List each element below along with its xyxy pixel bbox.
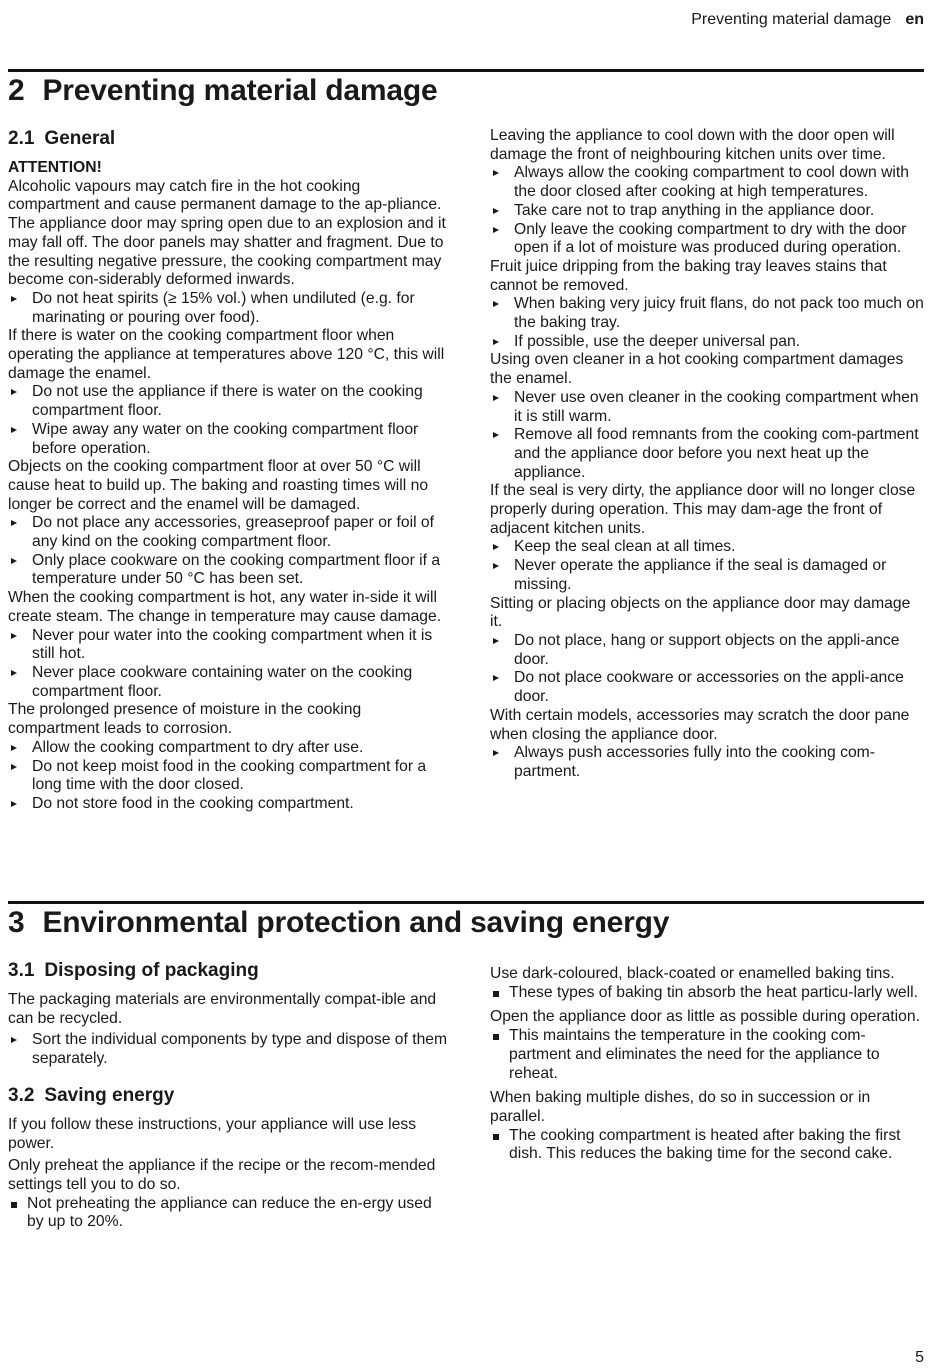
instruction-item: Only leave the cooking compartment to dry with the door open if a lot of moisture was produced during operation. [490, 221, 926, 258]
attention-label: ATTENTION! [8, 159, 102, 176]
instruction-item: Do not place cookware or accessories on the appli-ance door. [490, 669, 926, 706]
section-3-2-heading [8, 1084, 448, 1108]
instruction-item: Do not use the appliance if there is water on the cooking compartment floor. [8, 383, 448, 420]
instruction-item: Take care not to trap anything in the appliance door. [490, 202, 926, 221]
instruction-item: Do not heat spirits (≥ 15% vol.) when undiluted (e.g. for marinating or pouring over food). [8, 290, 448, 327]
instruction-item: Allow the cooking compartment to dry after use. [8, 739, 448, 758]
running-header-title: Preventing material damage [691, 11, 892, 28]
chapter-3-rule [8, 901, 924, 904]
result-item: This maintains the temperature in the cooking com-partment and eliminates the need for the appliance to reheat. [490, 1027, 926, 1083]
instruction-item: Only place cookware on the cooking compartment floor if a temperature under 50 °C has been set. [8, 552, 448, 589]
section-3-2-number: 3.2 [8, 1084, 35, 1106]
chapter-3-right-column [490, 965, 926, 1164]
chapter-3-title [8, 905, 669, 941]
instruction-item: Do not place, hang or support objects on the appli-ance door. [490, 632, 926, 669]
paragraph: If you follow these instructions, your appliance will use less power. [8, 1115, 417, 1152]
section-2-1-heading [8, 127, 448, 151]
instruction-item: Keep the seal clean at all times. [490, 538, 926, 557]
page-number: 5 [915, 1349, 924, 1366]
instruction-item: Do not keep moist food in the cooking compartment for a long time with the door closed. [8, 758, 448, 795]
paragraph: Leaving the appliance to cool down with the door open will damage the front of neighbouring kitchen units over time. [490, 127, 895, 163]
chapter-2-rule [8, 69, 924, 72]
section-3-2-title: Saving energy [44, 1084, 175, 1106]
result-item: The cooking compartment is heated after baking the first dish. This reduces the baking time for the second cake. [490, 1127, 926, 1164]
paragraph: When baking multiple dishes, do so in succession or in parallel. [490, 1089, 871, 1125]
paragraph: Objects on the cooking compartment floor at over 50 °C will cause heat to build up. The baking and roasting times will no longer be correct and the enamel will be damaged. [8, 458, 429, 513]
paragraph: Sitting or placing objects on the appliance door may damage it. [490, 594, 911, 631]
paragraph: Only preheat the appliance if the recipe or the recom-mended settings tell you to do so. [8, 1157, 436, 1193]
paragraph: With certain models, accessories may scratch the door pane when closing the appliance door. [490, 706, 910, 743]
section-3-1-heading [8, 959, 448, 983]
chapter-3-title-text: Environmental protection and saving energy [42, 906, 670, 939]
section-2-1-title: General [44, 128, 116, 149]
chapter-2-title-text: Preventing material damage [42, 74, 438, 107]
paragraph: If there is water on the cooking compartment floor when operating the appliance at temperatures above 120 °C, this will damage the enamel. [8, 327, 445, 382]
chapter-3-number: 3 [8, 906, 25, 939]
running-header [691, 10, 924, 30]
section-3-1-number: 3.1 [8, 960, 35, 981]
chapter-2-number: 2 [8, 74, 25, 107]
paragraph: When the cooking compartment is hot, any water in-side it will create steam. The change in temperature may cause damage. [8, 589, 442, 625]
instruction-item: Never use oven cleaner in the cooking compartment when it is still warm. [490, 389, 926, 426]
paragraph: If the seal is very dirty, the appliance door will no longer close properly during operation. This may dam-age the front of adjacent kitchen units. [490, 482, 916, 537]
paragraph: Open the appliance door as little as possible during operation. [490, 1008, 920, 1026]
paragraph: The packaging materials are environmentally compat-ible and can be recycled. [8, 991, 437, 1027]
instruction-item: Never operate the appliance if the seal is damaged or missing. [490, 557, 926, 594]
result-item: These types of baking tin absorb the heat particu-larly well. [490, 984, 926, 1003]
chapter-2-right-column [490, 127, 926, 782]
paragraph: Alcoholic vapours may catch fire in the hot cooking compartment and cause permanent damage to the ap-pliance. The appliance door may spring open due to an explosion and it may fall off. The door panels may shatter and fragment. Due to the resulting negative pressure, the cooking compartment may become con-siderably deformed inwards. [8, 177, 446, 289]
instruction-item: Always push accessories fully into the cooking com-partment. [490, 744, 926, 781]
paragraph: Fruit juice dripping from the baking tray leaves stains that cannot be removed. [490, 257, 887, 294]
result-item: Not preheating the appliance can reduce the en-ergy used by up to 20%. [8, 1195, 448, 1232]
language-code: en [905, 11, 924, 28]
instruction-item: Wipe away any water on the cooking compartment floor before operation. [8, 421, 448, 458]
instruction-item: Never place cookware containing water on the cooking compartment floor. [8, 664, 448, 701]
chapter-2-title [8, 73, 437, 109]
instruction-item: Remove all food remnants from the cooking com-partment and the appliance door before you next heat up the appliance. [490, 426, 926, 482]
chapter-2-left-column [8, 127, 448, 814]
instruction-item: Always allow the cooking compartment to cool down with the door closed after cooking at high temperatures. [490, 164, 926, 201]
paragraph: Use dark-coloured, black-coated or enamelled baking tins. [490, 965, 895, 982]
paragraph: The prolonged presence of moisture in the cooking compartment leads to corrosion. [8, 701, 362, 738]
instruction-item: Do not store food in the cooking compartment. [8, 795, 448, 814]
instruction-item: Sort the individual components by type and dispose of them separately. [8, 1031, 448, 1068]
instruction-item: If possible, use the deeper universal pan. [490, 333, 926, 352]
chapter-3-left-column [8, 959, 448, 1232]
section-2-1-number: 2.1 [8, 128, 35, 149]
instruction-item: Never pour water into the cooking compartment when it is still hot. [8, 627, 448, 664]
paragraph: Using oven cleaner in a hot cooking compartment damages the enamel. [490, 351, 904, 388]
instruction-item: Do not place any accessories, greaseproof paper or foil of any kind on the cooking compartment floor. [8, 514, 448, 551]
instruction-item: When baking very juicy fruit flans, do not pack too much on the baking tray. [490, 295, 926, 332]
section-3-1-title: Disposing of packaging [44, 960, 259, 981]
